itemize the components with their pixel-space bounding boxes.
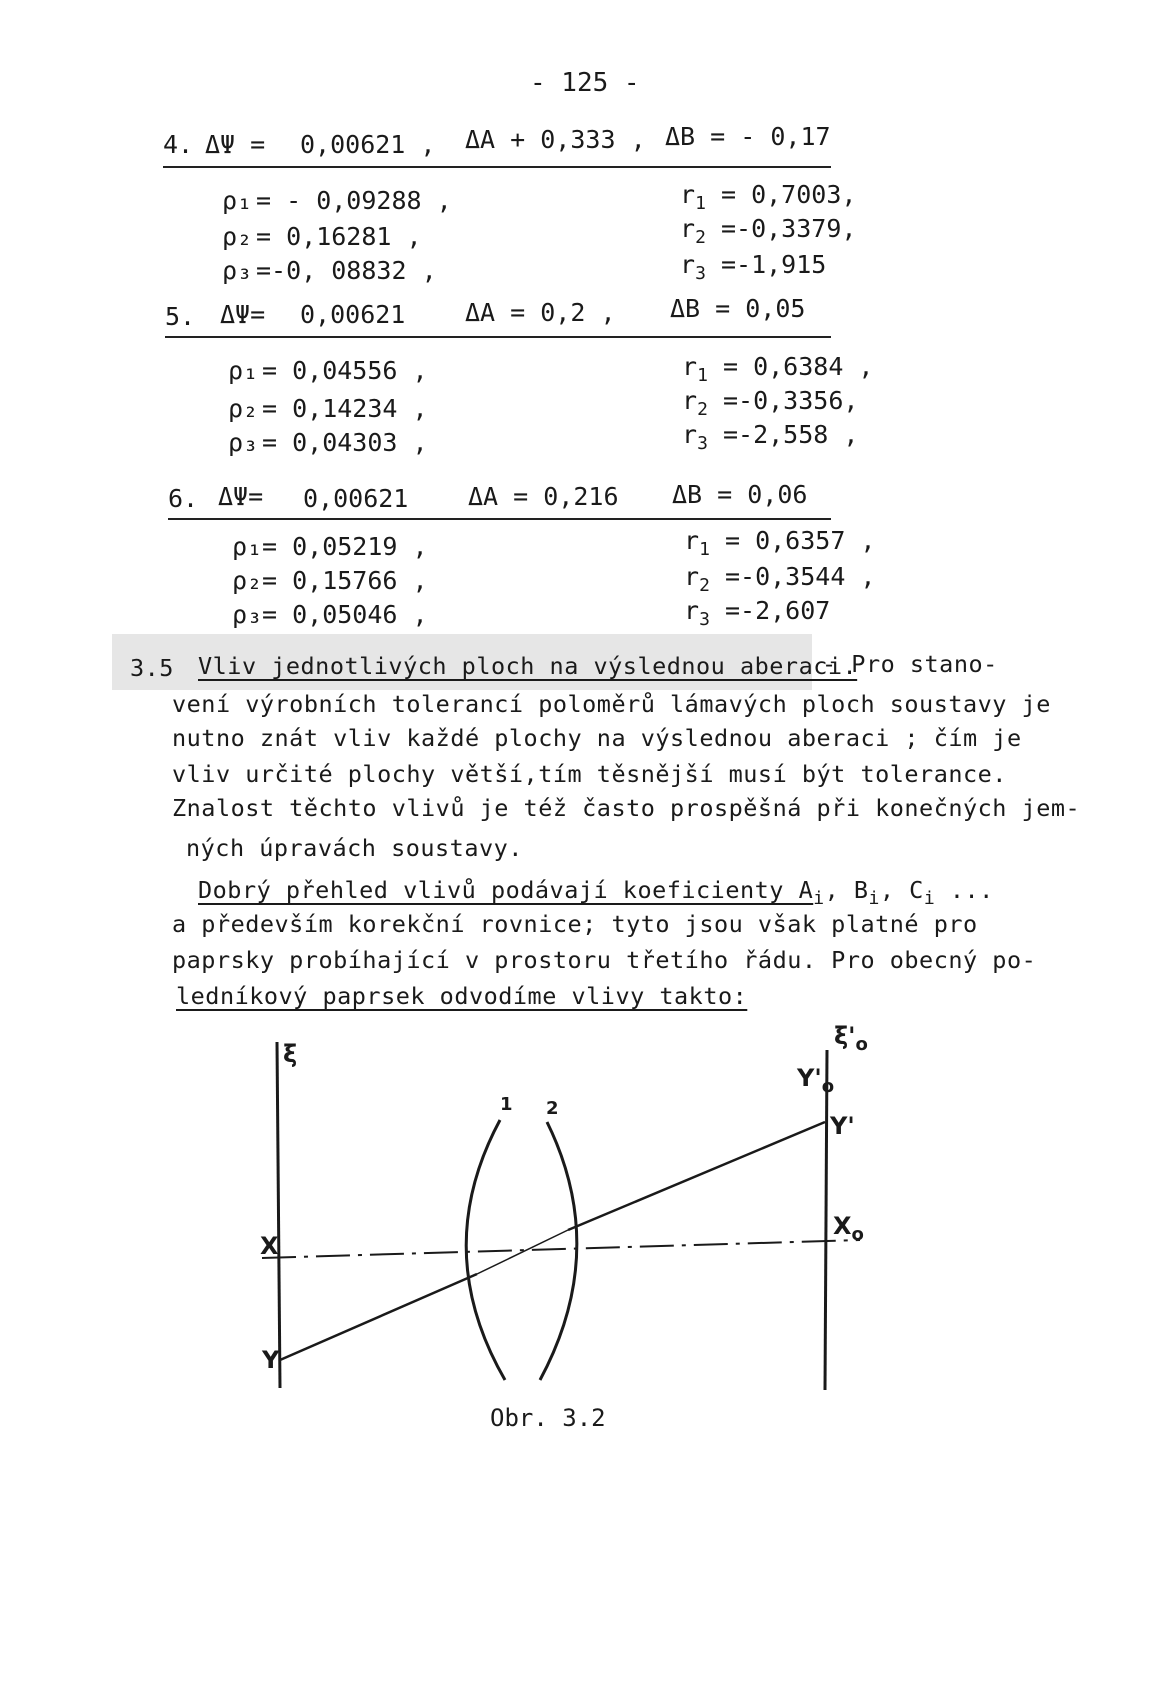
group-5-r1: $r_1 = 0,6384$ , bbox=[682, 352, 874, 386]
section-number: 3.5 bbox=[130, 654, 174, 682]
group-5-r2: $r_2 =-0,3356$, bbox=[682, 386, 859, 420]
paragraph-2-line-2: a především korekční rovnice; tyto jsou však platné pro bbox=[172, 910, 978, 938]
group-4-rho3-value: =-0, 08832 , bbox=[256, 256, 437, 285]
paragraph-1-line-4: vliv určité plochy větší,tím těsnější musí být tolerance. bbox=[172, 760, 1007, 788]
label-y: Y bbox=[262, 1346, 280, 1374]
paragraph-1-line-3: nutno znát vliv každé plochy na výslednou aberaci ; čím je bbox=[172, 724, 1022, 752]
group-5-rho1-label: ρ₁ bbox=[228, 356, 259, 385]
group-4-r1: $r_1 = 0,7003$, bbox=[680, 180, 857, 214]
label-surface-2: 2 bbox=[546, 1098, 559, 1119]
group-4-delta-b: ΔB = - 0,17 bbox=[665, 122, 831, 151]
optical-axis bbox=[262, 1240, 860, 1258]
group-6-rho3-label: ρ₃ bbox=[232, 600, 263, 629]
incident-ray bbox=[280, 1274, 477, 1360]
group-4-number: 4. bbox=[163, 130, 194, 159]
group-4-r2: $r_2 =-0,3379$, bbox=[680, 214, 857, 248]
label-y-prime: Y' bbox=[830, 1112, 855, 1140]
paragraph-1-line-6: ných úpravách soustavy. bbox=[186, 834, 523, 862]
label-xi: ξ bbox=[283, 1040, 298, 1068]
group-5-delta-a: ΔA = 0,2 , bbox=[465, 298, 616, 327]
group-5-dphi-value: 0,00621 bbox=[300, 300, 406, 329]
object-plane-line bbox=[277, 1042, 280, 1388]
paragraph-2-line-1: Dobrý přehled vlivů podávají koeficienty $A_i$, $B_i$, $C_i$ ... bbox=[198, 876, 994, 909]
group-4-r3: $r_3 =-1,915$ bbox=[680, 250, 827, 284]
group-5-dphi: ΔΨ= bbox=[220, 300, 266, 329]
paragraph-1-line-2: vení výrobních tolerancí poloměrů lámavých ploch soustavy je bbox=[172, 690, 1051, 718]
group-6-number: 6. bbox=[168, 484, 199, 513]
group-4-delta-a: ΔA + 0,333 , bbox=[465, 125, 646, 154]
group-6-rho3-value: = 0,05046 , bbox=[262, 600, 428, 629]
group-4-rho1-value: = - 0,09288 , bbox=[256, 186, 452, 215]
label-x: X bbox=[260, 1232, 279, 1260]
group-6-rho1-value: = 0,05219 , bbox=[262, 532, 428, 561]
group-6-rho2-label: ρ₂ bbox=[232, 566, 263, 595]
group-6-r3: $r_3 =-2,607$ bbox=[684, 596, 831, 630]
paragraph-1-line-1: - Pro stano- bbox=[822, 650, 998, 678]
group-5-r3: $r_3 =-2,558$ , bbox=[682, 420, 859, 454]
image-plane-line bbox=[825, 1050, 827, 1390]
label-xi-prime: $\xi'_o$ bbox=[834, 1022, 868, 1055]
group-6-delta-a: ΔA = 0,216 bbox=[468, 482, 619, 511]
group-6-dphi: ΔΨ= bbox=[218, 482, 264, 511]
group-6-delta-b: ΔB = 0,06 bbox=[672, 480, 808, 509]
group-4-rho1-label: ρ₁ bbox=[222, 186, 253, 215]
label-y0-prime: $Y'_o$ bbox=[797, 1064, 835, 1097]
paragraph-2-line-4: ledníkový paprsek odvodíme vlivy takto: bbox=[176, 982, 748, 1010]
group-4-rho2-value: = 0,16281 , bbox=[256, 222, 422, 251]
label-surface-1: 1 bbox=[500, 1094, 513, 1115]
group-6-r2: $r_2 =-0,3544$ , bbox=[684, 562, 876, 596]
group-5-number: 5. bbox=[165, 302, 196, 331]
group-6-rho1-label: ρ₁ bbox=[232, 532, 263, 561]
figure-caption: Obr. 3.2 bbox=[490, 1404, 606, 1432]
paragraph-2-line-3: paprsky probíhající v prostoru třetího řádu. Pro obecný po- bbox=[172, 946, 1037, 974]
surface-2-curve bbox=[540, 1122, 577, 1380]
group-4-dphi-value: 0,00621 , bbox=[300, 130, 436, 159]
group-5-rho2-value: = 0,14234 , bbox=[262, 394, 428, 423]
group-5-rho3-label: ρ₃ bbox=[228, 428, 259, 457]
label-x0: $X_o$ bbox=[833, 1212, 864, 1245]
group-5-delta-b: ΔB = 0,05 bbox=[670, 294, 806, 323]
refracted-ray bbox=[568, 1122, 825, 1230]
group-6-dphi-value: 0,00621 bbox=[303, 484, 409, 513]
group-5-rho1-value: = 0,04556 , bbox=[262, 356, 428, 385]
group-4-dphi: ΔΨ = bbox=[205, 130, 266, 159]
group-4-rho3-label: ρ₃ bbox=[222, 256, 253, 285]
group-6-r1: $r_1 = 0,6357$ , bbox=[684, 526, 876, 560]
group-5-rho3-value: = 0,04303 , bbox=[262, 428, 428, 457]
group-4-rho2-label: ρ₂ bbox=[222, 222, 253, 251]
section-title: Vliv jednotlivých ploch na výslednou aberaci. bbox=[198, 652, 858, 680]
group-6-rho2-value: = 0,15766 , bbox=[262, 566, 428, 595]
page-number: - 125 - bbox=[530, 68, 640, 98]
paragraph-1-line-5: Znalost těchto vlivů je též často prospěšná při konečných jem- bbox=[172, 794, 1081, 822]
group-5-rho2-label: ρ₂ bbox=[228, 394, 259, 423]
